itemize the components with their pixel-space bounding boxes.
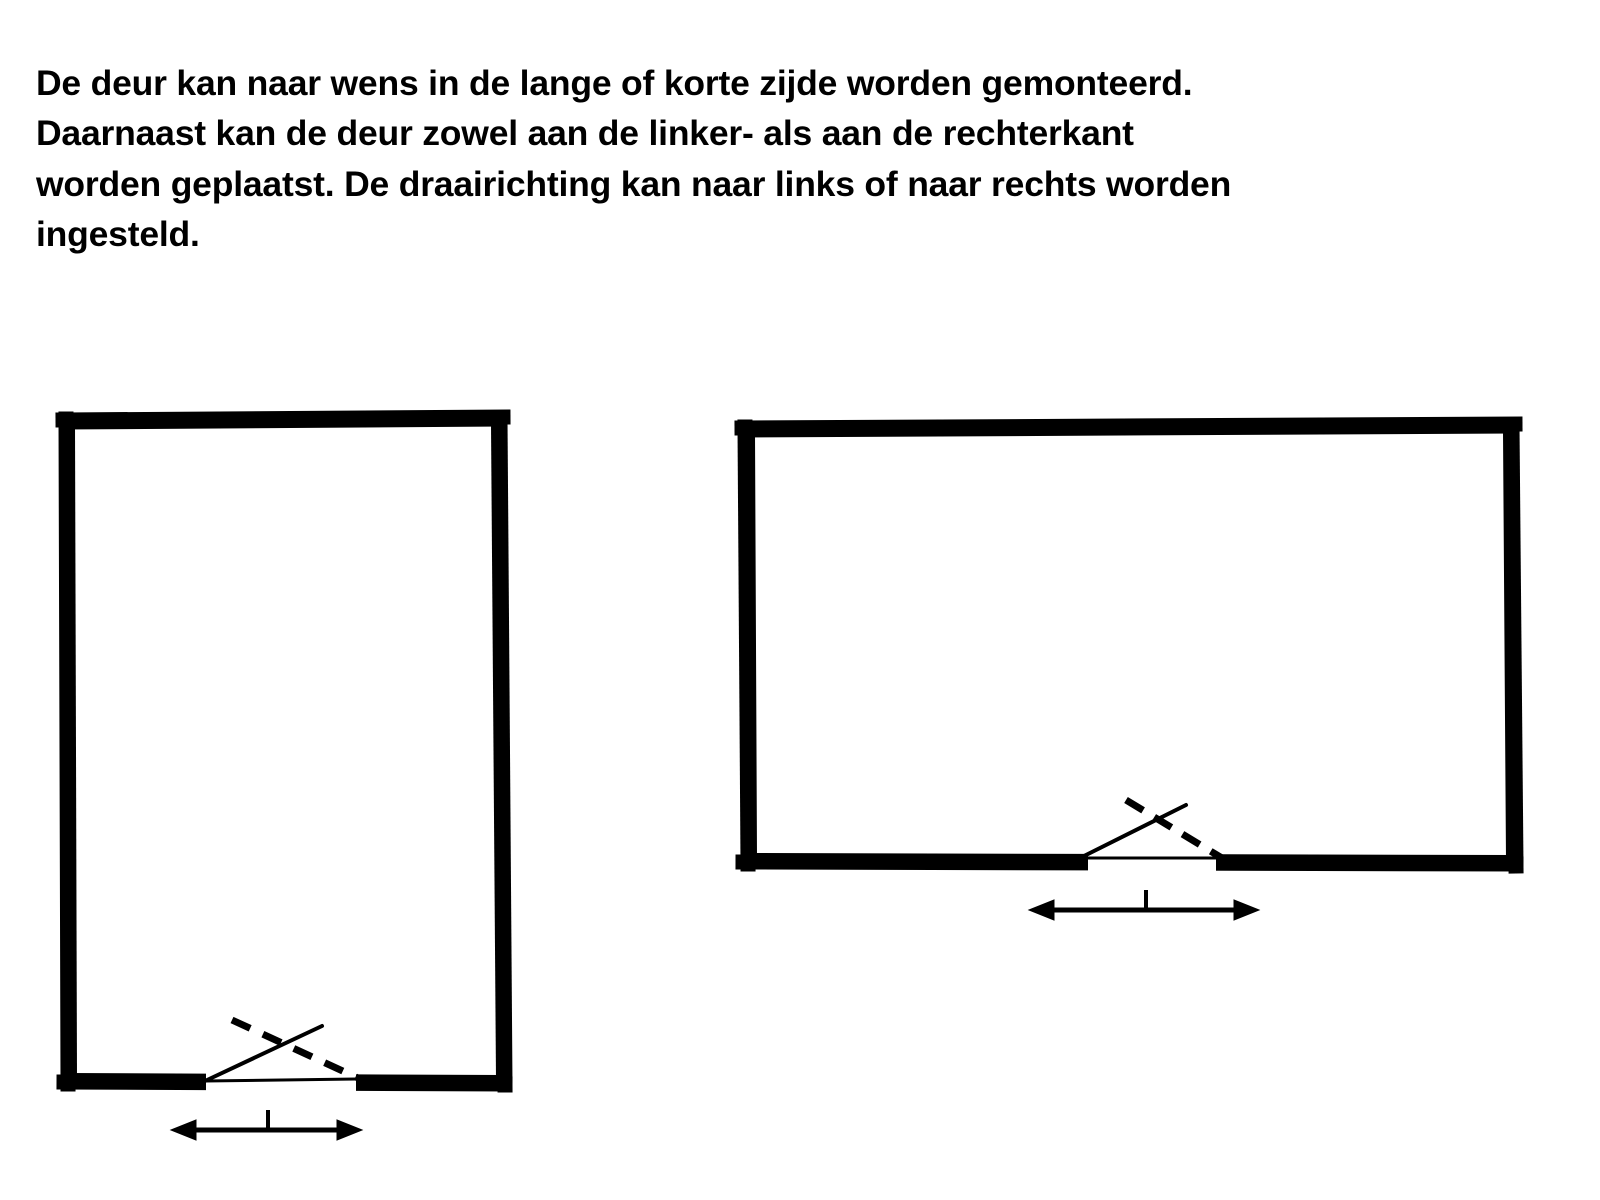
caption-line-4: ingesteld. [36,214,200,255]
caption-line-3: worden geplaatst. De draairichting kan naar links of naar rechts worden [36,163,1232,204]
figure-portrait [63,417,505,1140]
landscape-door-opening [1088,849,1216,873]
caption-line-1: De deur kan naar wens in de lange of korte zijde worden gemonteerd. [36,63,1193,103]
landscape-dimension-arrow [1029,890,1259,920]
portrait-dimension-arrow [171,1110,362,1140]
caption-line-2: Daarnaast kan de deur zowel aan de linker- als aan de rechterkant [36,113,1134,154]
figure-landscape [742,424,1516,920]
portrait-enclosure-outline [63,417,505,1085]
